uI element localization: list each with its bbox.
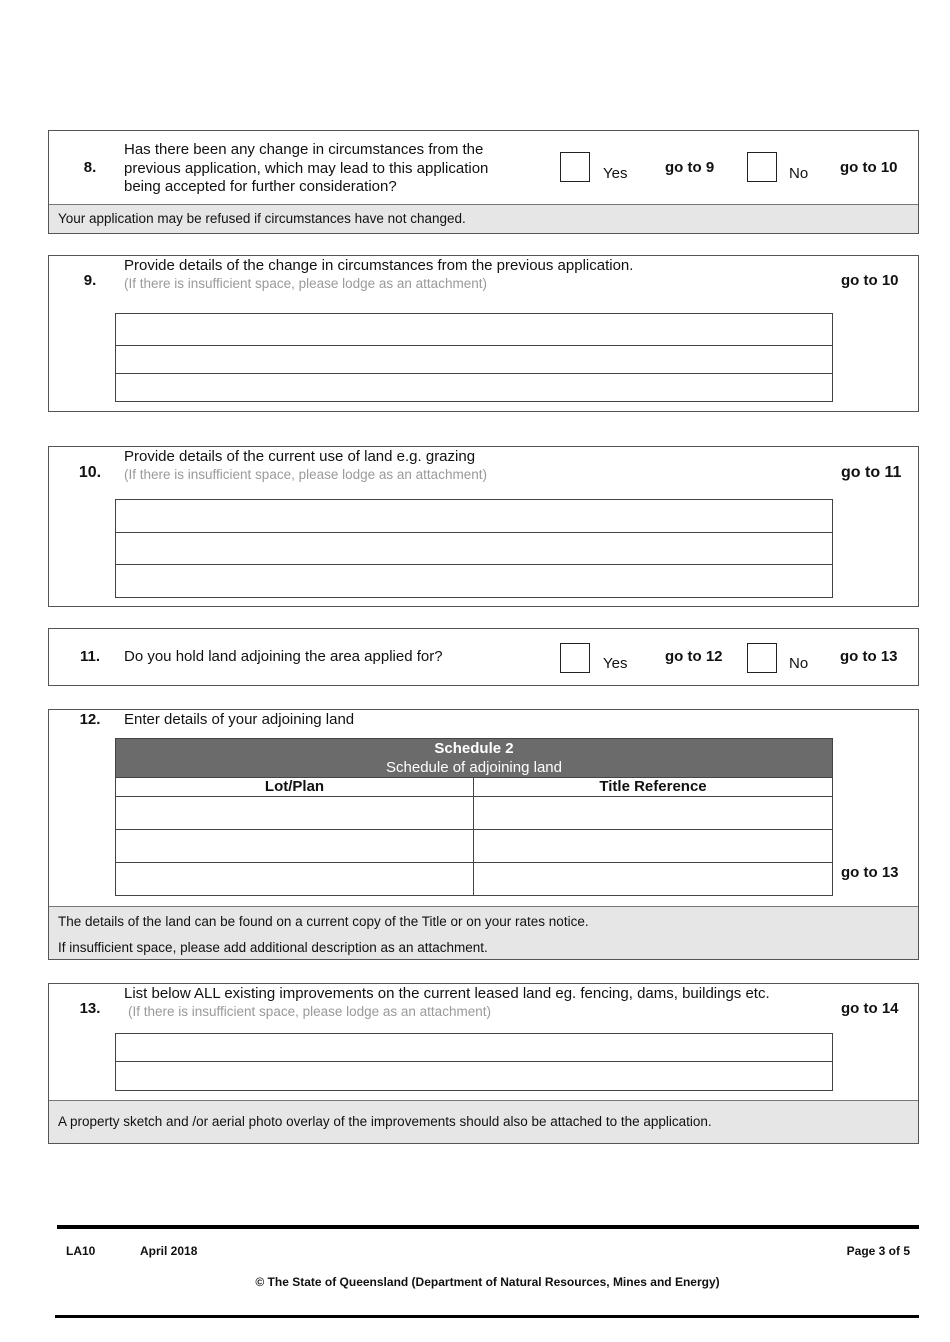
schedule-title: Schedule 2 (434, 740, 514, 757)
question-label: Provide details of the current use of land e.g. grazing (124, 448, 476, 465)
schedule-header (116, 739, 832, 777)
no-checkbox[interactable] (747, 643, 777, 673)
table-row (116, 862, 832, 895)
question-number: 9. (83, 272, 97, 289)
no-goto: go to 13 (840, 648, 898, 665)
question-text (124, 985, 829, 1020)
note-line-1: The details of the land can be found on a current copy of the Title or on your rates notice. (58, 914, 589, 929)
note-line-2: If insufficient space, please add additional description as an attachment. (58, 940, 488, 955)
lot-plan-cell[interactable] (116, 830, 474, 862)
question-9-section (48, 255, 919, 412)
form-date: April 2018 (140, 1244, 198, 1258)
title-reference-cell[interactable] (474, 863, 832, 895)
title-reference-cell[interactable] (474, 830, 832, 862)
answer-line[interactable] (116, 1034, 832, 1062)
question-number: 8. (83, 159, 97, 176)
question-label: Provide details of the change in circumstances from the previous application. (124, 257, 634, 274)
question-8-section (48, 130, 919, 234)
answer-line[interactable] (116, 565, 832, 597)
question-text: Has there been any change in circumstances from the previous application, which may lead to this application being accepted for further consideration? (124, 141, 489, 195)
answer-lines (115, 1033, 833, 1091)
question-label: List below ALL existing improvements on the current leased land eg. fencing, dams, buildings etc. (124, 985, 770, 1002)
question-note: Your application may be refused if circumstances have not changed. (49, 204, 918, 233)
question-number: 11. (79, 648, 101, 665)
goto-label: go to 14 (841, 1000, 899, 1017)
lot-plan-cell[interactable] (116, 863, 474, 895)
goto-label: go to 11 (841, 464, 902, 481)
table-row (116, 796, 832, 829)
answer-line[interactable] (116, 500, 832, 533)
answer-line[interactable] (116, 533, 832, 565)
attachment-hint: (If there is insufficient space, please lodge as an attachment) (124, 466, 487, 482)
goto-label: go to 13 (841, 864, 899, 881)
table-row (116, 829, 832, 862)
answer-lines (115, 313, 833, 402)
schedule-column-headers (116, 777, 832, 796)
question-text (124, 257, 824, 292)
yes-goto: go to 9 (665, 159, 715, 176)
answer-line[interactable] (116, 314, 832, 346)
question-note: A property sketch and /or aerial photo overlay of the improvements should also be attached to the application. (49, 1100, 918, 1143)
page-number: Page 3 of 5 (846, 1244, 910, 1258)
question-note (49, 906, 918, 959)
form-code: LA10 (66, 1244, 96, 1258)
answer-line[interactable] (116, 346, 832, 374)
lot-plan-cell[interactable] (116, 797, 474, 829)
answer-line[interactable] (116, 1062, 832, 1090)
question-11-section (48, 628, 919, 686)
question-text: Enter details of your adjoining land (124, 711, 355, 728)
footer-bottom-rule (55, 1315, 919, 1318)
copyright: © The State of Queensland (Department of Natural Resources, Mines and Energy) (255, 1275, 720, 1289)
yes-checkbox[interactable] (560, 152, 590, 182)
question-number: 12. (79, 711, 101, 728)
attachment-hint: (If there is insufficient space, please lodge as an attachment) (128, 1003, 491, 1019)
no-label: No (789, 655, 809, 672)
question-text (124, 448, 824, 483)
yes-checkbox[interactable] (560, 643, 590, 673)
question-number: 13. (79, 1000, 101, 1017)
attachment-hint: (If there is insufficient space, please lodge as an attachment) (124, 275, 487, 291)
yes-label: Yes (603, 655, 628, 672)
footer-top-rule (57, 1225, 919, 1229)
no-label: No (789, 165, 809, 182)
title-reference-cell[interactable] (474, 797, 832, 829)
no-goto: go to 10 (840, 159, 898, 176)
question-text: Do you hold land adjoining the area applied for? (124, 648, 443, 665)
column-header-lot-plan: Lot/Plan (116, 778, 474, 796)
question-number: 10. (78, 464, 102, 481)
yes-goto: go to 12 (665, 648, 723, 665)
column-header-title-reference: Title Reference (599, 778, 707, 795)
schedule-subtitle: Schedule of adjoining land (386, 759, 562, 776)
goto-label: go to 10 (841, 272, 899, 289)
question-13-section (48, 983, 919, 1144)
no-checkbox[interactable] (747, 152, 777, 182)
question-12-section (48, 709, 919, 960)
schedule-table (115, 738, 833, 896)
yes-label: Yes (603, 165, 628, 182)
answer-lines (115, 499, 833, 598)
question-10-section (48, 446, 919, 607)
answer-line[interactable] (116, 374, 832, 401)
